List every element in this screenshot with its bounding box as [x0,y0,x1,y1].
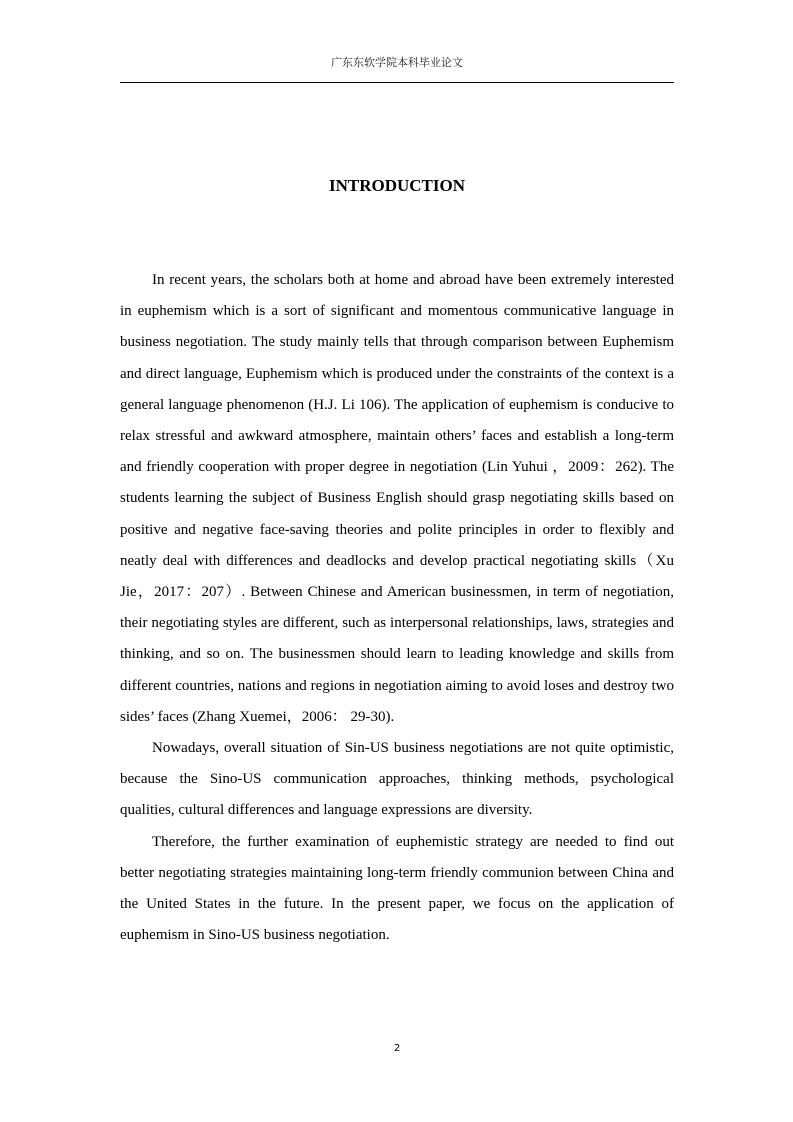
header-text: 广东东软学院本科毕业论文 [331,56,463,69]
page-number: 2 [393,1043,401,1054]
paragraph: Nowadays, overall situation of Sin-US business negotiations are not quite optimistic, because the Sino-US communication approaches, thinking methods, psychological qualities, cultural differences and language expressions are diversity. [120,740,674,819]
body-text [120,265,674,951]
page-title: INTRODUCTION [328,176,466,195]
paragraph: In recent years, the scholars both at home and abroad have been extremely interested in euphemism which is a sort of significant and momentous communicative language in business negotiation. The study mainly tells that through comparison between Euphemism and direct language, Euphemism which is produced under the constraints of the context is a general language phenomenon (H.J. Li 106). The application of euphemism is conducive to relax stressful and awkward atmosphere, maintain others’ faces and establish a long-term and friendly cooperation with proper degree in negotiation (Lin Yuhui ，2009：262). The students learning the subject of Business English should grasp negotiating skills based on positive and negative face-saving theories and polite principles in order to flexibly and neatly deal with differences and deadlocks and develop practical negotiating skills（Xu Jie，2017：207）. Between Chinese and American businessmen, in term of negotiation, their negotiating styles are different, such as interpersonal relationships, laws, strategies and thinking, and so on. The businessmen should learn to leading knowledge and skills from different countries, nations and regions in negotiation aiming to avoid loses and destroy two sides’ faces (Zhang Xuemei，2006： 29-30). [120,272,674,725]
page-header [120,56,674,83]
paragraph: Therefore, the further examination of euphemistic strategy are needed to find out better negotiating strategies maintaining long-term friendly communion between China and the United States in the future. In the present paper, we focus on the application of euphemism in Sino-US business negotiation. [120,833,674,944]
